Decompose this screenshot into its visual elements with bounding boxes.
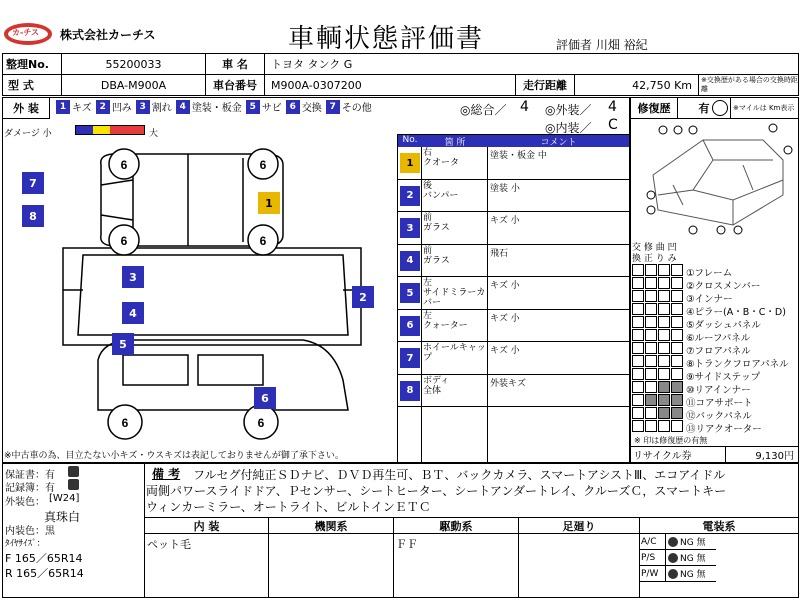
- frame-cell: [671, 381, 683, 393]
- seiri-label: 整理No.: [2, 53, 62, 75]
- damage-marker-5: 5: [112, 333, 134, 355]
- table-row-badge: 1: [400, 153, 420, 173]
- company-logo: [3, 22, 53, 46]
- legend-badge: 6: [286, 100, 300, 114]
- frame-cell: [645, 381, 657, 393]
- frame-item: ⑫バックパネル: [686, 411, 752, 422]
- frame-cell: [671, 394, 683, 406]
- frame-item: ②クロスメンバー: [686, 281, 761, 292]
- legend-item: [326, 99, 372, 114]
- table-row-comment: 外装キズ: [490, 378, 526, 389]
- score-ext-label: ◎外装／: [545, 103, 592, 117]
- frame-grid: [632, 264, 686, 434]
- damage-marker-3: 3: [122, 266, 144, 288]
- electrical-value: NG 無: [680, 570, 706, 580]
- exterior-color: 真珠白: [44, 510, 81, 524]
- frame-item: ③インナー: [686, 294, 733, 305]
- damage-marker-4: 4: [122, 302, 144, 324]
- frame-cell: [632, 264, 644, 276]
- frame-cell: [632, 342, 644, 354]
- frame-cell: [658, 342, 670, 354]
- electrical-row: [640, 534, 716, 550]
- frame-cell: [645, 303, 657, 315]
- electrical-row: [640, 550, 716, 566]
- table-row: [398, 310, 629, 343]
- table-row: [398, 342, 629, 375]
- frame-item: ⑧トランクフロアパネル: [686, 359, 789, 370]
- legend-text: その他: [341, 103, 372, 114]
- frame-cell: [632, 329, 644, 341]
- table-row-place: 左 サイドミラーカバー: [423, 278, 486, 308]
- frame-item: ⑤ダッシュパネル: [686, 320, 761, 331]
- repair-note: ※マイルは Km表示: [730, 97, 799, 119]
- table-row-comment: キズ 小: [490, 346, 520, 356]
- table-row-place: ホイールキャップ: [423, 343, 486, 363]
- table-row-place: 左 クォーター: [423, 310, 468, 331]
- frame-col-headers-2: 換 正 り み: [632, 254, 677, 264]
- table-row-comment: キズ 小: [490, 281, 520, 291]
- wheel-6-rr: 6: [259, 234, 267, 248]
- frame-cell: [645, 329, 657, 341]
- frame-cell: [632, 277, 644, 289]
- frame-cell: [658, 316, 670, 328]
- frame-cell: [632, 303, 644, 315]
- frame-cell: [645, 342, 657, 354]
- frame-cell: [645, 394, 657, 406]
- frame-item: ⑬リアクオーター: [686, 424, 762, 435]
- table-row-comment: キズ 小: [490, 313, 520, 324]
- frame-cell: [671, 368, 683, 380]
- table-row-place: 後 バンパー: [423, 180, 459, 201]
- frame-cell: [671, 420, 683, 432]
- table-row-comment: 塗装 小: [490, 183, 520, 194]
- remarks-line-2: 両側パワースライドドア、Ｐセンサー、シートヒーター、シートアンダートレイ、クルーズＣ，スマートキー: [146, 484, 727, 498]
- legend-badge: 4: [176, 100, 190, 114]
- cat-drivetrain: 駆動系: [393, 517, 519, 534]
- repair-label: 修復歴: [630, 97, 678, 119]
- frame-item: ⑪コアサポート: [686, 398, 753, 409]
- frame-cell: [645, 264, 657, 276]
- page-title: 車輌状態評価書: [288, 24, 485, 54]
- table-row: [398, 277, 629, 310]
- frame-cell: [645, 407, 657, 419]
- recycle-value: 9,130円: [725, 446, 799, 463]
- damage-scale-label: ダメージ 小: [4, 129, 52, 139]
- evaluator: 評価者 川畑 裕紀: [556, 38, 648, 52]
- ok-circle-icon: [668, 553, 678, 563]
- car-diagram: [3, 140, 395, 445]
- frame-item: ⑥ルーフパネル: [686, 333, 751, 344]
- cat-suspension: 足廻り: [518, 517, 640, 534]
- remarks-line-3: ウィンカーミラー、オートライト、ビルトインＥＴＣ: [146, 500, 431, 514]
- table-header-comment: コメント: [540, 138, 577, 148]
- frame-cell: [658, 329, 670, 341]
- kyori-label: 走行距離: [515, 74, 575, 96]
- frame-cell: [632, 368, 644, 380]
- frame-item: ⑦フロアパネル: [686, 346, 751, 357]
- frame-item: ⑨サイドステップ: [686, 372, 761, 383]
- katashiki-label: 型 式: [2, 74, 62, 96]
- table-row: [398, 375, 629, 408]
- frame-cell: [658, 355, 670, 367]
- damage-marker-6: 6: [254, 387, 276, 409]
- table-header-place: 箇 所: [444, 138, 466, 148]
- legend-badge: 2: [96, 100, 110, 114]
- frame-cell: [658, 290, 670, 302]
- table-row-comment: 塗装・板金 中: [490, 151, 547, 161]
- table-row-badge: 3: [400, 218, 420, 238]
- legend-badge: 7: [326, 100, 340, 114]
- table-row: [398, 212, 629, 245]
- frame-cell: [632, 355, 644, 367]
- frame-cell: [658, 277, 670, 289]
- wheel-6-rl: 6: [120, 234, 128, 248]
- score-ext: 4: [608, 99, 617, 115]
- score-int: C: [608, 117, 618, 133]
- frame-cell: [645, 290, 657, 302]
- table-row: [398, 245, 629, 278]
- table-row-badge: 5: [400, 283, 420, 303]
- frame-cell: [658, 381, 670, 393]
- legend-badge: 5: [246, 100, 260, 114]
- legend-text: 交換: [301, 103, 322, 114]
- cat-engine-body: [268, 533, 394, 598]
- table-row-place: ボディ 全体: [423, 375, 450, 396]
- exterior-color-code: [W24]: [49, 493, 80, 504]
- frame-item: ④ピラー(A・B・C・D): [686, 307, 786, 318]
- remarks-line-1: フルセグ付純正ＳＤナビ、ＤＶＤ再生可、ＢＴ、バックカメラ、スマートアシストⅢ、エコアイドル: [193, 468, 726, 482]
- frame-cell: [645, 355, 657, 367]
- ok-circle-icon: [668, 569, 678, 579]
- frame-cell: [658, 368, 670, 380]
- frame-cell: [632, 407, 644, 419]
- warranty-icon: [68, 466, 79, 477]
- warranty: 保証書：有: [5, 470, 55, 481]
- shamei-label: 車 名: [205, 53, 265, 75]
- drivetrain-value: ＦＦ: [396, 538, 418, 551]
- frame-cell: [632, 290, 644, 302]
- tire-front: F 165／65R14: [5, 552, 83, 565]
- company-name: 株式会社カーチス: [60, 28, 156, 42]
- notice-text: ※中古車の為、目立たない小キズ・ウスキズは表記しておりませんが御了承下さい。: [4, 451, 344, 461]
- table-row: [398, 180, 629, 213]
- legend-item: [286, 99, 322, 114]
- frame-cell: [645, 277, 657, 289]
- katashiki-value: DBA-M900A: [61, 74, 206, 96]
- seiri-value: 55200033: [61, 53, 206, 75]
- frame-cell: [671, 407, 683, 419]
- recycle-label: リサイクル券: [630, 446, 726, 463]
- frame-item: ⑩リアインナー: [686, 385, 751, 396]
- frame-cell: [671, 277, 683, 289]
- wheel-6-sr: 6: [257, 416, 265, 430]
- table-row-badge: 2: [400, 186, 420, 206]
- frame-cell: [671, 303, 683, 315]
- ok-circle-icon: [668, 537, 678, 547]
- table-row-place: 右 クオータ: [423, 148, 460, 168]
- damage-marker-8: 8: [22, 205, 44, 227]
- frame-cell: [658, 394, 670, 406]
- table-row-badge: 6: [400, 316, 420, 336]
- cat-engine: 機関系: [268, 517, 394, 534]
- table-row-badge: 4: [400, 251, 420, 271]
- frame-cell: [671, 264, 683, 276]
- score-total: 4: [520, 99, 529, 115]
- frame-cell: [645, 368, 657, 380]
- frame-note: ※ 印は修復歴の有無: [634, 436, 708, 445]
- frame-cell: [645, 420, 657, 432]
- frame-item: ①フレーム: [686, 268, 733, 279]
- legend-item: [246, 99, 282, 114]
- table-row-place: 前 ガラス: [423, 245, 450, 266]
- electrical-value: NG 無: [680, 538, 706, 548]
- damage-scale-big: 大: [149, 129, 159, 139]
- wheel-6-fr: 6: [259, 158, 267, 172]
- record-book: 記録簿：有: [5, 483, 55, 494]
- cat-suspension-body: [518, 533, 640, 598]
- table-row-badge: 8: [400, 381, 420, 401]
- legend-text: 凹み: [111, 103, 132, 114]
- table-row: [398, 147, 629, 180]
- exterior-color-label: 外装色：: [5, 497, 45, 508]
- damage-marker-7: 7: [22, 172, 44, 194]
- table-row-comment: キズ 小: [490, 216, 520, 226]
- electrical-key: P/W: [640, 566, 666, 582]
- tire-size-label: ﾀｲﾔｻｲｽﾞ：: [5, 539, 46, 549]
- table-row-comment: 飛石: [490, 248, 509, 259]
- tire-rear: R 165／65R14: [5, 567, 84, 580]
- shadai-value: M900A-0307200: [264, 74, 516, 96]
- table-row-place: 前 ガラス: [423, 213, 450, 233]
- frame-cell: [658, 303, 670, 315]
- frame-cell: [671, 316, 683, 328]
- frame-cell: [671, 290, 683, 302]
- exterior-label: 外 装: [2, 97, 50, 119]
- legend: [56, 99, 456, 119]
- frame-cell: [632, 420, 644, 432]
- legend-item: [176, 99, 242, 114]
- legend-text: サビ: [261, 103, 282, 114]
- legend-text: 割れ: [151, 103, 172, 114]
- damage-marker-2: 2: [352, 286, 374, 308]
- frame-cell: [671, 329, 683, 341]
- score-int-label: ◎内装／: [545, 121, 592, 135]
- table-row-badge: 7: [400, 348, 420, 368]
- frame-cell: [671, 342, 683, 354]
- legend-badge: 3: [136, 100, 150, 114]
- frame-cell: [658, 420, 670, 432]
- wheel-6-sl: 6: [121, 416, 129, 430]
- legend-badge: 1: [56, 100, 70, 114]
- frame-cell: [632, 316, 644, 328]
- cat-interior: 内 装: [144, 517, 269, 534]
- damage-marker-1: 1: [258, 192, 280, 214]
- frame-cell: [645, 316, 657, 328]
- kyori-value: 42,750 Km: [574, 74, 699, 96]
- shadai-label: 車台番号: [205, 74, 265, 96]
- repair-icon: [712, 100, 728, 116]
- interior-color: 内装色：黒: [5, 526, 55, 537]
- legend-text: 塗装・板金: [191, 103, 242, 114]
- remarks-label: 備 考: [152, 467, 181, 481]
- interior-value: ペット毛: [147, 538, 191, 551]
- legend-item: [56, 99, 92, 114]
- kyori-note: ※交換歴がある場合の交換時距離: [698, 74, 799, 96]
- frame-cell: [632, 381, 644, 393]
- shamei-value: トヨタ タンク G: [264, 53, 799, 75]
- damage-scale-bar: [75, 125, 145, 135]
- frame-cell: [671, 355, 683, 367]
- score-total-label: ◎総合／: [460, 103, 507, 117]
- legend-item: [96, 99, 132, 114]
- legend-text: キズ: [72, 103, 92, 114]
- electrical-key: P/S: [640, 550, 666, 566]
- legend-item: [136, 99, 172, 114]
- electrical-value: NG 無: [680, 554, 706, 564]
- frame-cell: [632, 394, 644, 406]
- frame-col-headers-1: 交 修 曲 凹: [632, 243, 677, 253]
- frame-cell: [658, 407, 670, 419]
- frame-cell: [658, 264, 670, 276]
- record-icon: [68, 479, 79, 490]
- logo-text: カ-チス: [12, 28, 39, 37]
- repair-value: 有: [677, 97, 731, 119]
- electrical-row: [640, 566, 716, 582]
- table-header-no: No.: [402, 135, 418, 145]
- wheel-6-fl: 6: [120, 158, 128, 172]
- electrical-key: A/C: [640, 534, 666, 550]
- frame-diagram: [633, 120, 798, 238]
- damage-table: [397, 134, 630, 463]
- cat-electrical: 電装系: [639, 517, 799, 534]
